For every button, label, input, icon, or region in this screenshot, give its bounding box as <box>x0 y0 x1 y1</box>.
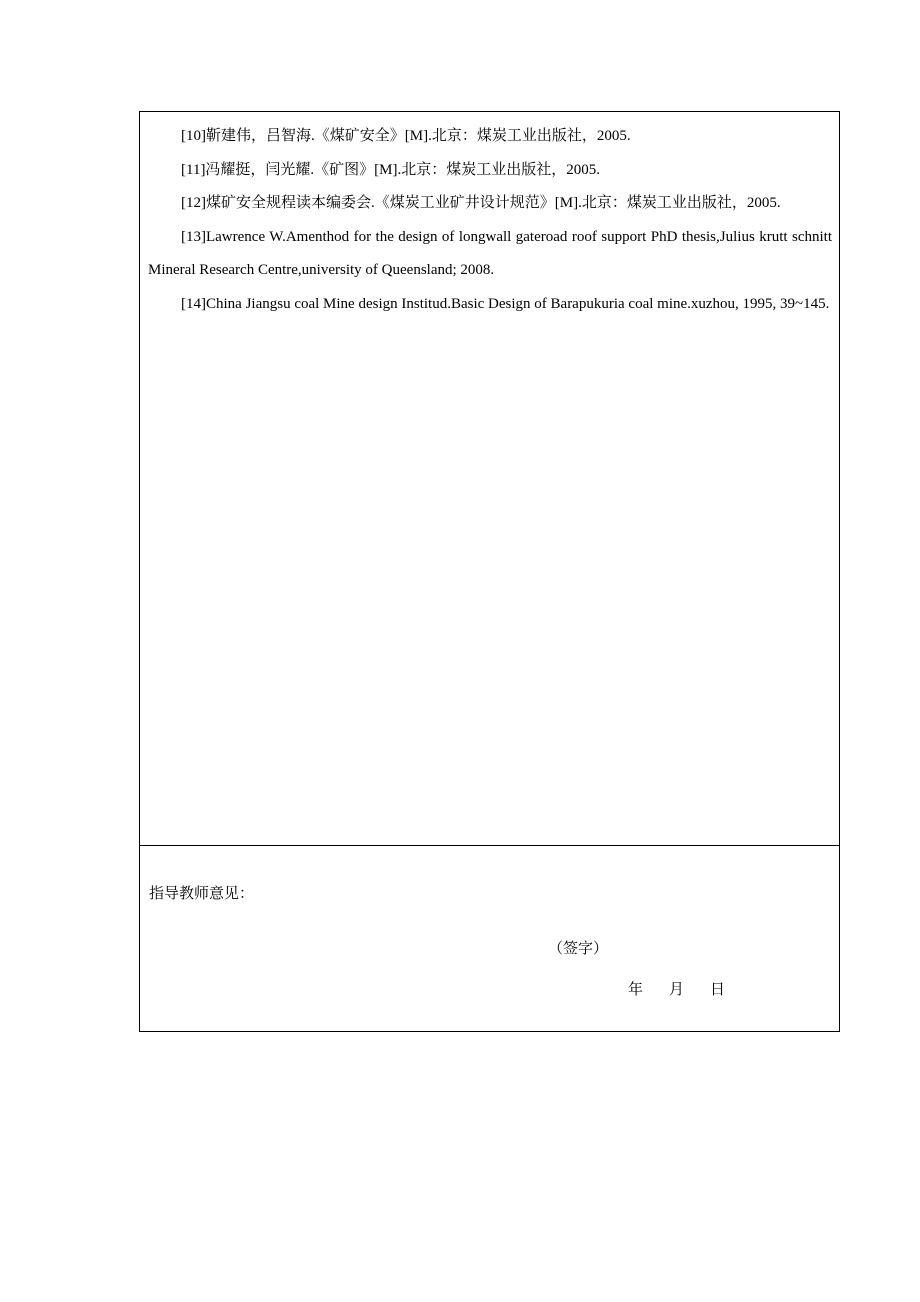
date-year-label: 年 <box>628 982 644 998</box>
references-cell <box>140 112 839 846</box>
advisor-opinion-label: 指导教师意见： <box>149 886 255 902</box>
references-list <box>148 120 832 321</box>
date-line <box>628 980 725 1000</box>
reference-item: [12]煤矿安全规程读本编委会.《煤炭工业矿井设计规范》[M].北京：煤炭工业出版社，2005. <box>181 195 781 211</box>
reference-item: [14]China Jiangsu coal Mine design Institud.Basic Design of Barapukuria coal mine.xuzhou, 1995, 39~145. <box>181 295 830 312</box>
reference-item: [11]冯耀挺，闫光耀.《矿图》[M].北京：煤炭工业出版社，2005. <box>181 161 601 178</box>
date-day-label: 日 <box>710 982 726 998</box>
signature-label: （签字） <box>548 941 609 957</box>
date-month-label: 月 <box>669 982 685 998</box>
form-table <box>139 111 840 1032</box>
reference-item: [10]靳建伟，吕智海.《煤矿安全》[M].北京：煤炭工业出版社，2005. <box>181 128 631 144</box>
reference-item: [13]Lawrence W.Amenthod for the design of longwall gateroad roof support PhD thesis,Julius krutt schnitt Mineral Research Centre,university of Queensland; 2008. <box>148 228 832 278</box>
advisor-opinion-cell <box>140 846 839 1031</box>
